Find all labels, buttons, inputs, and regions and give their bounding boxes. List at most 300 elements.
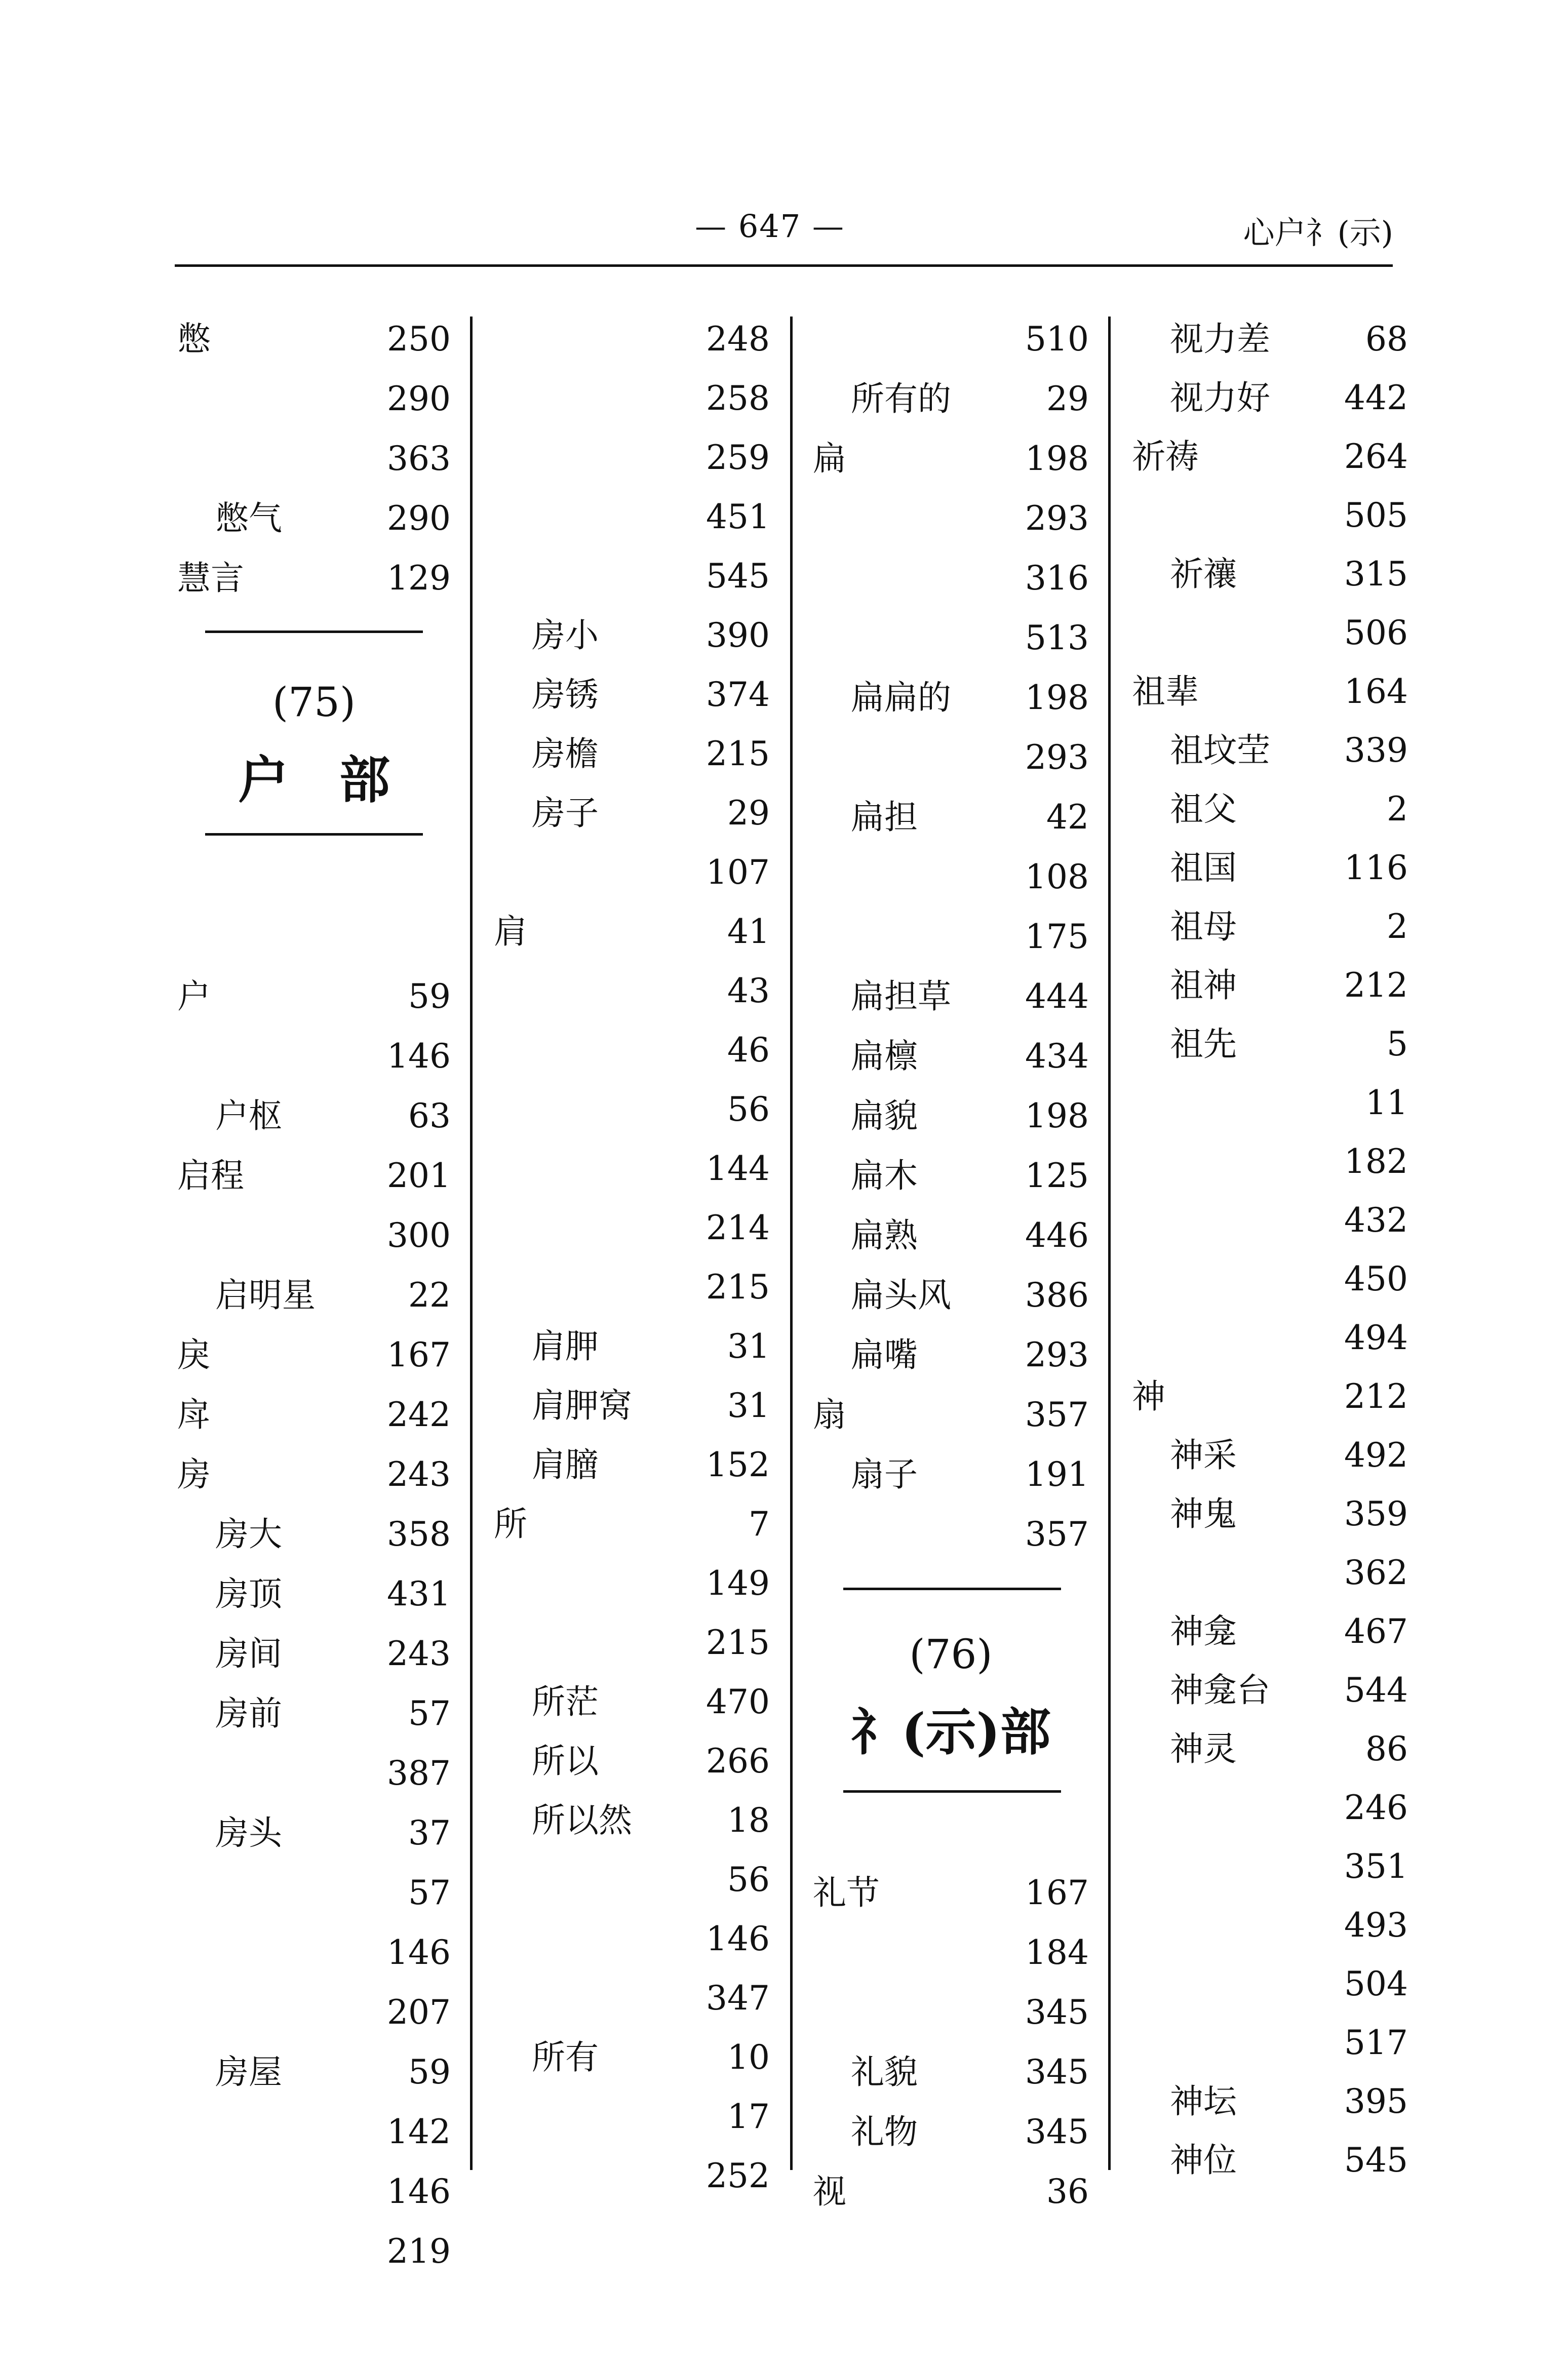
- entry-page-number: 57: [408, 1694, 451, 1733]
- section-rule: [205, 833, 423, 836]
- entry-page-number: 129: [387, 559, 451, 598]
- index-entry: [813, 374, 1089, 424]
- index-entry: [177, 1330, 451, 1381]
- entry-term: 礼物: [851, 2112, 918, 2151]
- entry-page-number: 243: [387, 1634, 451, 1673]
- index-entry: [177, 1509, 451, 1560]
- index-entry: [1132, 1724, 1408, 1775]
- entry-term: 房头: [215, 1813, 282, 1852]
- entry-term: 祖神: [1170, 966, 1237, 1005]
- entry-page-number: 517: [1344, 2023, 1408, 2062]
- index-entry: [494, 906, 770, 957]
- index-entry: [494, 1677, 770, 1727]
- index-entry: [1132, 314, 1408, 365]
- entry-page-number: 315: [1344, 555, 1408, 594]
- entry-page-number: 467: [1344, 1612, 1408, 1651]
- entry-page-number: 5: [1387, 1024, 1408, 1063]
- index-entry: [813, 1927, 1089, 1978]
- index-entry: [1132, 1078, 1408, 1128]
- running-header-section: 心户礻(示): [1243, 214, 1393, 251]
- entry-term: 房檐: [532, 734, 599, 773]
- section-title: 礻(示)部: [851, 1702, 1051, 1762]
- entry-page-number: 86: [1365, 1729, 1408, 1768]
- entry-term: 所茫: [532, 1682, 599, 1721]
- entry-page-number: 386: [1025, 1276, 1089, 1315]
- entry-page-number: 142: [387, 2112, 451, 2151]
- index-entry: [177, 1748, 451, 1799]
- index-entry: [177, 2107, 451, 2157]
- entry-page-number: 442: [1344, 378, 1408, 417]
- index-entry: [813, 971, 1089, 1022]
- entry-term: 扁: [813, 439, 846, 478]
- index-entry: [813, 1449, 1089, 1500]
- entry-term: 房顶: [215, 1574, 282, 1613]
- entry-page-number: 446: [1025, 1216, 1089, 1255]
- index-entry: [494, 1262, 770, 1313]
- index-entry: [813, 1509, 1089, 1560]
- entry-term: 祖母: [1170, 907, 1237, 946]
- index-entry: [813, 732, 1089, 783]
- entry-term: 视力差: [1170, 320, 1270, 359]
- entry-page-number: 18: [727, 1801, 770, 1840]
- index-entry: [494, 610, 770, 661]
- entry-page-number: 544: [1344, 1671, 1408, 1710]
- index-entry: [177, 1808, 451, 1859]
- entry-page-number: 46: [727, 1031, 770, 1070]
- index-entry: [813, 1270, 1089, 1321]
- entry-page-number: 359: [1344, 1494, 1408, 1533]
- entry-page-number: 259: [706, 438, 770, 477]
- index-entry: [1132, 1136, 1408, 1187]
- entry-term: 慧言: [177, 559, 244, 598]
- header-rule: [175, 264, 1393, 267]
- entry-page-number: 264: [1344, 437, 1408, 476]
- index-entry: [494, 1618, 770, 1668]
- index-entry: [177, 2226, 451, 2277]
- entry-page-number: 108: [1025, 857, 1089, 896]
- index-entry: [1132, 373, 1408, 423]
- entry-page-number: 201: [387, 1156, 451, 1195]
- entry-page-number: 22: [408, 1276, 451, 1315]
- entry-page-number: 434: [1025, 1037, 1089, 1076]
- index-entry: [177, 1270, 451, 1321]
- index-entry: [1132, 901, 1408, 952]
- entry-page-number: 390: [706, 616, 770, 655]
- index-entry: [1132, 2076, 1408, 2127]
- index-entry: [813, 2107, 1089, 2157]
- index-entry: [494, 669, 770, 720]
- entry-page-number: 184: [1025, 1933, 1089, 1972]
- index-entry: [1132, 2018, 1408, 2068]
- section-rule: [843, 1588, 1061, 1590]
- index-entry: [494, 1973, 770, 2024]
- entry-page-number: 242: [387, 1395, 451, 1434]
- index-entry: [177, 1688, 451, 1739]
- entry-term: 视: [813, 2172, 846, 2211]
- entry-term: 戽: [177, 1395, 211, 1434]
- entry-term: 房大: [215, 1515, 282, 1554]
- index-entry: [813, 1987, 1089, 2038]
- index-entry: [177, 553, 451, 604]
- index-entry: [494, 2151, 770, 2201]
- index-entry: [813, 1330, 1089, 1381]
- section-rule: [205, 630, 423, 633]
- entry-page-number: 212: [1344, 966, 1408, 1005]
- entry-page-number: 146: [387, 1933, 451, 1972]
- entry-term: 祖国: [1170, 848, 1237, 887]
- index-entry: [1132, 1195, 1408, 1246]
- index-entry: [494, 966, 770, 1016]
- entry-page-number: 63: [408, 1096, 451, 1135]
- index-entry: [813, 673, 1089, 723]
- entry-page-number: 450: [1344, 1259, 1408, 1298]
- entry-term: 礼节: [813, 1873, 880, 1912]
- entry-term: 扁貌: [851, 1096, 918, 1135]
- index-entry: [813, 1868, 1089, 1918]
- index-entry: [1132, 1548, 1408, 1598]
- index-entry: [813, 1151, 1089, 1201]
- entry-page-number: 31: [727, 1327, 770, 1366]
- index-entry: [1132, 549, 1408, 600]
- entry-page-number: 59: [408, 977, 451, 1016]
- entry-page-number: 17: [727, 2097, 770, 2136]
- entry-term: 扁担草: [851, 977, 951, 1016]
- index-entry: [494, 1855, 770, 1905]
- entry-page-number: 215: [706, 1268, 770, 1307]
- entry-term: 祖坟茔: [1170, 731, 1270, 770]
- index-entry: [494, 432, 770, 483]
- index-entry: [177, 1210, 451, 1261]
- entry-page-number: 207: [387, 1993, 451, 2032]
- index-entry: [177, 1449, 451, 1500]
- column-divider: [790, 317, 793, 2170]
- index-entry: [813, 553, 1089, 604]
- index-entry: [494, 1143, 770, 1194]
- entry-page-number: 167: [387, 1335, 451, 1374]
- entry-term: 房子: [532, 794, 599, 833]
- entry-term: 神: [1132, 1377, 1165, 1416]
- entry-term: 憋气: [215, 499, 282, 538]
- entry-page-number: 339: [1344, 731, 1408, 770]
- index-entry: [1132, 784, 1408, 835]
- entry-page-number: 345: [1025, 2112, 1089, 2151]
- entry-page-number: 29: [1046, 379, 1089, 418]
- entry-term: 所: [494, 1505, 527, 1544]
- index-entry: [813, 1091, 1089, 1141]
- entry-page-number: 68: [1365, 320, 1408, 359]
- index-entry: [494, 1203, 770, 1253]
- index-entry: [177, 1927, 451, 1978]
- entry-term: 祈禳: [1170, 555, 1237, 594]
- entry-term: 肩膪: [532, 1445, 599, 1484]
- index-entry: [494, 1321, 770, 1372]
- entry-term: 房前: [215, 1694, 282, 1733]
- entry-page-number: 214: [706, 1208, 770, 1247]
- index-entry: [177, 1868, 451, 1918]
- entry-page-number: 492: [1344, 1436, 1408, 1475]
- entry-term: 神龛: [1170, 1612, 1237, 1651]
- entry-term: 戾: [177, 1335, 211, 1374]
- index-column-2: [494, 304, 770, 2195]
- index-entry: [813, 493, 1089, 544]
- index-column-4: [1132, 304, 1408, 2178]
- entry-page-number: 266: [706, 1742, 770, 1781]
- index-entry: [177, 1629, 451, 1679]
- index-column-1: [177, 304, 451, 2271]
- entry-page-number: 513: [1025, 618, 1089, 657]
- entry-term: 神位: [1170, 2141, 1237, 2180]
- index-entry: [1132, 1254, 1408, 1305]
- index-entry: [177, 2166, 451, 2217]
- entry-term: 扇: [813, 1395, 846, 1434]
- index-entry: [1132, 1665, 1408, 1716]
- index-entry: [177, 1390, 451, 1440]
- entry-page-number: 345: [1025, 1993, 1089, 2032]
- index-entry: [1132, 431, 1408, 482]
- entry-page-number: 252: [706, 2156, 770, 2195]
- entry-page-number: 451: [706, 497, 770, 536]
- entry-page-number: 505: [1344, 496, 1408, 535]
- entry-page-number: 357: [1025, 1395, 1089, 1434]
- section-number: (76): [909, 1631, 993, 1678]
- index-entry: [1132, 2135, 1408, 2186]
- entry-page-number: 198: [1025, 678, 1089, 717]
- entry-page-number: 125: [1025, 1156, 1089, 1195]
- entry-term: 所以: [532, 1742, 599, 1781]
- entry-term: 扁木: [851, 1156, 918, 1195]
- section-number: (75): [272, 679, 356, 726]
- entry-page-number: 149: [706, 1564, 770, 1603]
- entry-page-number: 493: [1344, 1906, 1408, 1945]
- index-entry: [1132, 1371, 1408, 1422]
- entry-page-number: 57: [408, 1873, 451, 1912]
- index-entry: [177, 2047, 451, 2098]
- index-entry: [813, 2047, 1089, 2098]
- entry-page-number: 2: [1387, 790, 1408, 829]
- entry-term: 神鬼: [1170, 1494, 1237, 1533]
- entry-page-number: 362: [1344, 1553, 1408, 1592]
- index-entry: [1132, 1489, 1408, 1540]
- entry-page-number: 545: [706, 557, 770, 596]
- index-entry: [177, 1151, 451, 1201]
- entry-page-number: 300: [387, 1216, 451, 1255]
- index-entry: [494, 2032, 770, 2083]
- entry-page-number: 36: [1046, 2172, 1089, 2211]
- entry-term: 房间: [215, 1634, 282, 1673]
- entry-page-number: 146: [706, 1919, 770, 1958]
- entry-term: 扁扁的: [851, 678, 951, 717]
- index-entry: [177, 971, 451, 1022]
- index-entry: [494, 492, 770, 542]
- index-entry: [1132, 1900, 1408, 1951]
- entry-page-number: 7: [749, 1505, 770, 1544]
- index-entry: [494, 1914, 770, 1964]
- index-entry: [1132, 1841, 1408, 1892]
- entry-page-number: 395: [1344, 2082, 1408, 2121]
- entry-page-number: 293: [1025, 738, 1089, 777]
- index-entry: [494, 1558, 770, 1609]
- entry-term: 户: [177, 977, 211, 1016]
- entry-page-number: 470: [706, 1682, 770, 1721]
- entry-page-number: 250: [387, 320, 451, 359]
- index-entry: [494, 314, 770, 365]
- entry-term: 扁头风: [851, 1276, 951, 1315]
- index-entry: [494, 847, 770, 898]
- entry-page-number: 191: [1025, 1455, 1089, 1494]
- entry-page-number: 432: [1344, 1201, 1408, 1240]
- entry-page-number: 144: [706, 1149, 770, 1188]
- index-entry: [494, 2092, 770, 2142]
- section-rule: [843, 1790, 1061, 1793]
- index-entry: [1132, 666, 1408, 717]
- entry-term: 憋: [177, 320, 211, 359]
- entry-page-number: 219: [387, 2232, 451, 2271]
- index-entry: [177, 1569, 451, 1620]
- entry-page-number: 290: [387, 499, 451, 538]
- entry-page-number: 258: [706, 379, 770, 418]
- entry-term: 启程: [177, 1156, 244, 1195]
- entry-page-number: 248: [706, 320, 770, 359]
- entry-term: 扁嘴: [851, 1335, 918, 1374]
- entry-page-number: 387: [387, 1754, 451, 1793]
- entry-page-number: 316: [1025, 559, 1089, 598]
- index-entry: [1132, 490, 1408, 541]
- entry-page-number: 198: [1025, 1096, 1089, 1135]
- entry-page-number: 545: [1344, 2141, 1408, 2180]
- entry-term: 房锈: [532, 675, 599, 714]
- entry-page-number: 175: [1025, 917, 1089, 956]
- entry-page-number: 246: [1344, 1788, 1408, 1827]
- entry-page-number: 510: [1025, 320, 1089, 359]
- entry-page-number: 146: [387, 1037, 451, 1076]
- entry-term: 视力好: [1170, 378, 1270, 417]
- entry-page-number: 116: [1344, 848, 1408, 887]
- entry-page-number: 167: [1025, 1873, 1089, 1912]
- entry-term: 所以然: [532, 1801, 632, 1840]
- index-entry: [494, 551, 770, 602]
- entry-term: 启明星: [215, 1276, 316, 1315]
- entry-page-number: 152: [706, 1445, 770, 1484]
- index-entry: [177, 493, 451, 544]
- index-entry: [494, 1440, 770, 1490]
- entry-page-number: 444: [1025, 977, 1089, 1016]
- index-entry: [813, 1390, 1089, 1440]
- entry-page-number: 42: [1046, 798, 1089, 837]
- entry-term: 礼貌: [851, 2053, 918, 2092]
- entry-term: 肩: [494, 912, 527, 951]
- index-entry: [813, 433, 1089, 484]
- index-entry: [177, 433, 451, 484]
- index-entry: [494, 1736, 770, 1787]
- entry-term: 神龛台: [1170, 1671, 1270, 1710]
- entry-page-number: 37: [408, 1813, 451, 1852]
- entry-page-number: 243: [387, 1455, 451, 1494]
- entry-term: 祖父: [1170, 790, 1237, 829]
- entry-term: 房: [177, 1455, 211, 1494]
- index-entry: [494, 1499, 770, 1550]
- entry-term: 所有的: [851, 379, 951, 418]
- index-entry: [494, 1795, 770, 1846]
- entry-page-number: 293: [1025, 1335, 1089, 1374]
- entry-page-number: 357: [1025, 1515, 1089, 1554]
- index-entry: [494, 1025, 770, 1076]
- index-entry: [1132, 608, 1408, 658]
- index-entry: [813, 852, 1089, 902]
- column-divider: [470, 317, 473, 2170]
- entry-page-number: 345: [1025, 2053, 1089, 2092]
- entry-term: 房小: [532, 616, 599, 655]
- entry-page-number: 2: [1387, 907, 1408, 946]
- entry-term: 扁熟: [851, 1216, 918, 1255]
- entry-term: 户枢: [215, 1096, 282, 1135]
- entry-page-number: 31: [727, 1386, 770, 1425]
- entry-term: 神灵: [1170, 1729, 1237, 1768]
- entry-page-number: 41: [727, 912, 770, 951]
- index-entry: [1132, 1313, 1408, 1363]
- index-entry: [813, 912, 1089, 962]
- entry-page-number: 351: [1344, 1847, 1408, 1886]
- entry-term: 祖先: [1170, 1024, 1237, 1063]
- index-entry: [1132, 1783, 1408, 1833]
- index-entry: [813, 1210, 1089, 1261]
- entry-page-number: 164: [1344, 672, 1408, 711]
- index-entry: [1132, 1959, 1408, 2009]
- column-divider: [1108, 317, 1111, 2170]
- index-entry: [494, 1381, 770, 1431]
- index-entry: [1132, 1430, 1408, 1481]
- entry-page-number: 293: [1025, 499, 1089, 538]
- entry-page-number: 504: [1344, 1964, 1408, 2003]
- section-title: 户 部: [238, 750, 390, 810]
- entry-page-number: 215: [706, 734, 770, 773]
- index-entry: [177, 1031, 451, 1082]
- entry-page-number: 212: [1344, 1377, 1408, 1416]
- entry-term: 房屋: [215, 2053, 282, 2092]
- entry-page-number: 29: [727, 794, 770, 833]
- index-entry: [1132, 960, 1408, 1011]
- entry-page-number: 494: [1344, 1318, 1408, 1357]
- entry-term: 肩胛窝: [532, 1386, 632, 1425]
- entry-term: 肩胛: [532, 1327, 599, 1366]
- index-entry: [177, 374, 451, 424]
- index-entry: [177, 314, 451, 365]
- entry-term: 所有: [532, 2038, 599, 2077]
- index-entry: [813, 792, 1089, 843]
- index-entry: [1132, 1606, 1408, 1657]
- entry-page-number: 347: [706, 1979, 770, 2018]
- entry-page-number: 431: [387, 1574, 451, 1613]
- index-entry: [1132, 725, 1408, 776]
- entry-page-number: 56: [727, 1090, 770, 1129]
- entry-page-number: 107: [706, 853, 770, 892]
- entry-page-number: 363: [387, 439, 451, 478]
- entry-page-number: 56: [727, 1860, 770, 1899]
- entry-page-number: 215: [706, 1623, 770, 1662]
- entry-page-number: 59: [408, 2053, 451, 2092]
- entry-page-number: 146: [387, 2172, 451, 2211]
- index-entry: [494, 788, 770, 839]
- index-entry: [494, 373, 770, 424]
- entry-page-number: 11: [1365, 1083, 1408, 1122]
- entry-term: 扁檩: [851, 1037, 918, 1076]
- index-entry: [813, 613, 1089, 663]
- entry-term: 祈祷: [1132, 437, 1199, 476]
- index-entry: [813, 2166, 1089, 2217]
- entry-term: 扇子: [851, 1455, 918, 1494]
- index-entry: [813, 314, 1089, 365]
- index-entry: [813, 1031, 1089, 1082]
- entry-term: 神坛: [1170, 2082, 1237, 2121]
